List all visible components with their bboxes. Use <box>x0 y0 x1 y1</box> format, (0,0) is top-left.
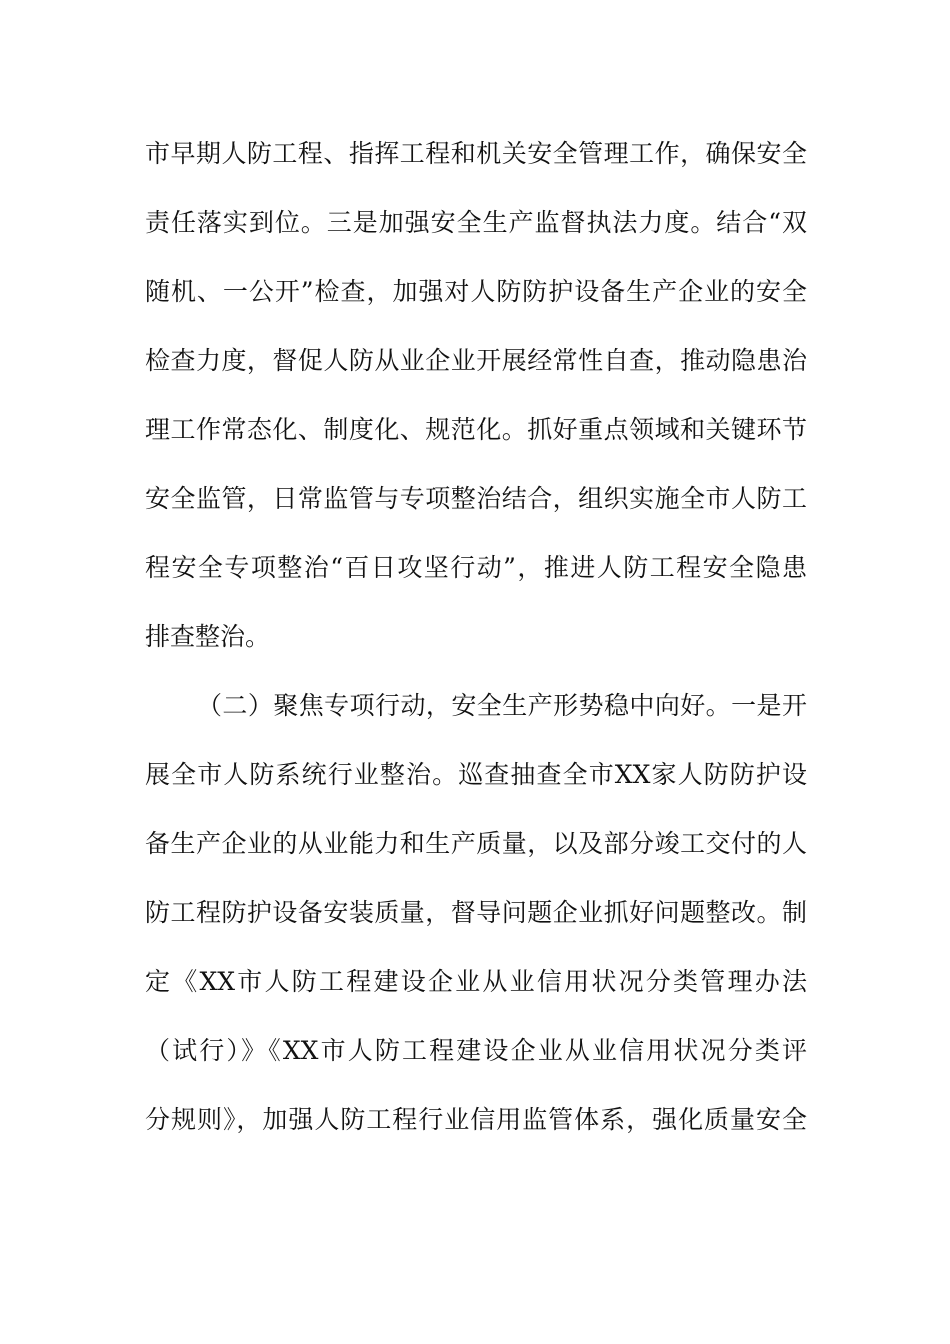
paragraph-line: 随机、一公开”检查，加强对人防防护设备生产企业的安全 <box>145 277 807 306</box>
paragraph-line: 排查整治。 <box>145 622 271 651</box>
paragraph-line: 安全监管，日常监管与专项整治结合，组织实施全市人防工 <box>145 484 807 513</box>
paragraph-line: 展全市人防系统行业整治。巡查抽查全市XX家人防防护设 <box>145 760 807 789</box>
paragraph-line: 检查力度，督促人防从业企业开展经常性自查，推动隐患治 <box>145 346 807 375</box>
paragraph-line: 理工作常态化、制度化、规范化。抓好重点领域和关键环节 <box>145 415 807 444</box>
section-heading-line: （二）聚焦专项行动，安全生产形势稳中向好。一是开 <box>197 691 807 720</box>
paragraph-line: 市早期人防工程、指挥工程和机关安全管理工作，确保安全 <box>145 139 807 168</box>
paragraph-line: 备生产企业的从业能力和生产质量，以及部分竣工交付的人 <box>145 829 807 858</box>
paragraph-line: （试行）》《XX市人防工程建设企业从业信用状况分类评 <box>145 1036 807 1065</box>
paragraph-line: 定《XX市人防工程建设企业从业信用状况分类管理办法 <box>145 967 807 996</box>
paragraph-line: 责任落实到位。三是加强安全生产监督执法力度。结合“双 <box>145 208 807 237</box>
paragraph-line: 分规则》，加强人防工程行业信用监管体系，强化质量安全 <box>145 1105 807 1134</box>
paragraph-line: 防工程防护设备安装质量，督导问题企业抓好问题整改。制 <box>145 898 807 927</box>
paragraph-line: 程安全专项整治“百日攻坚行动”，推进人防工程安全隐患 <box>145 553 807 582</box>
